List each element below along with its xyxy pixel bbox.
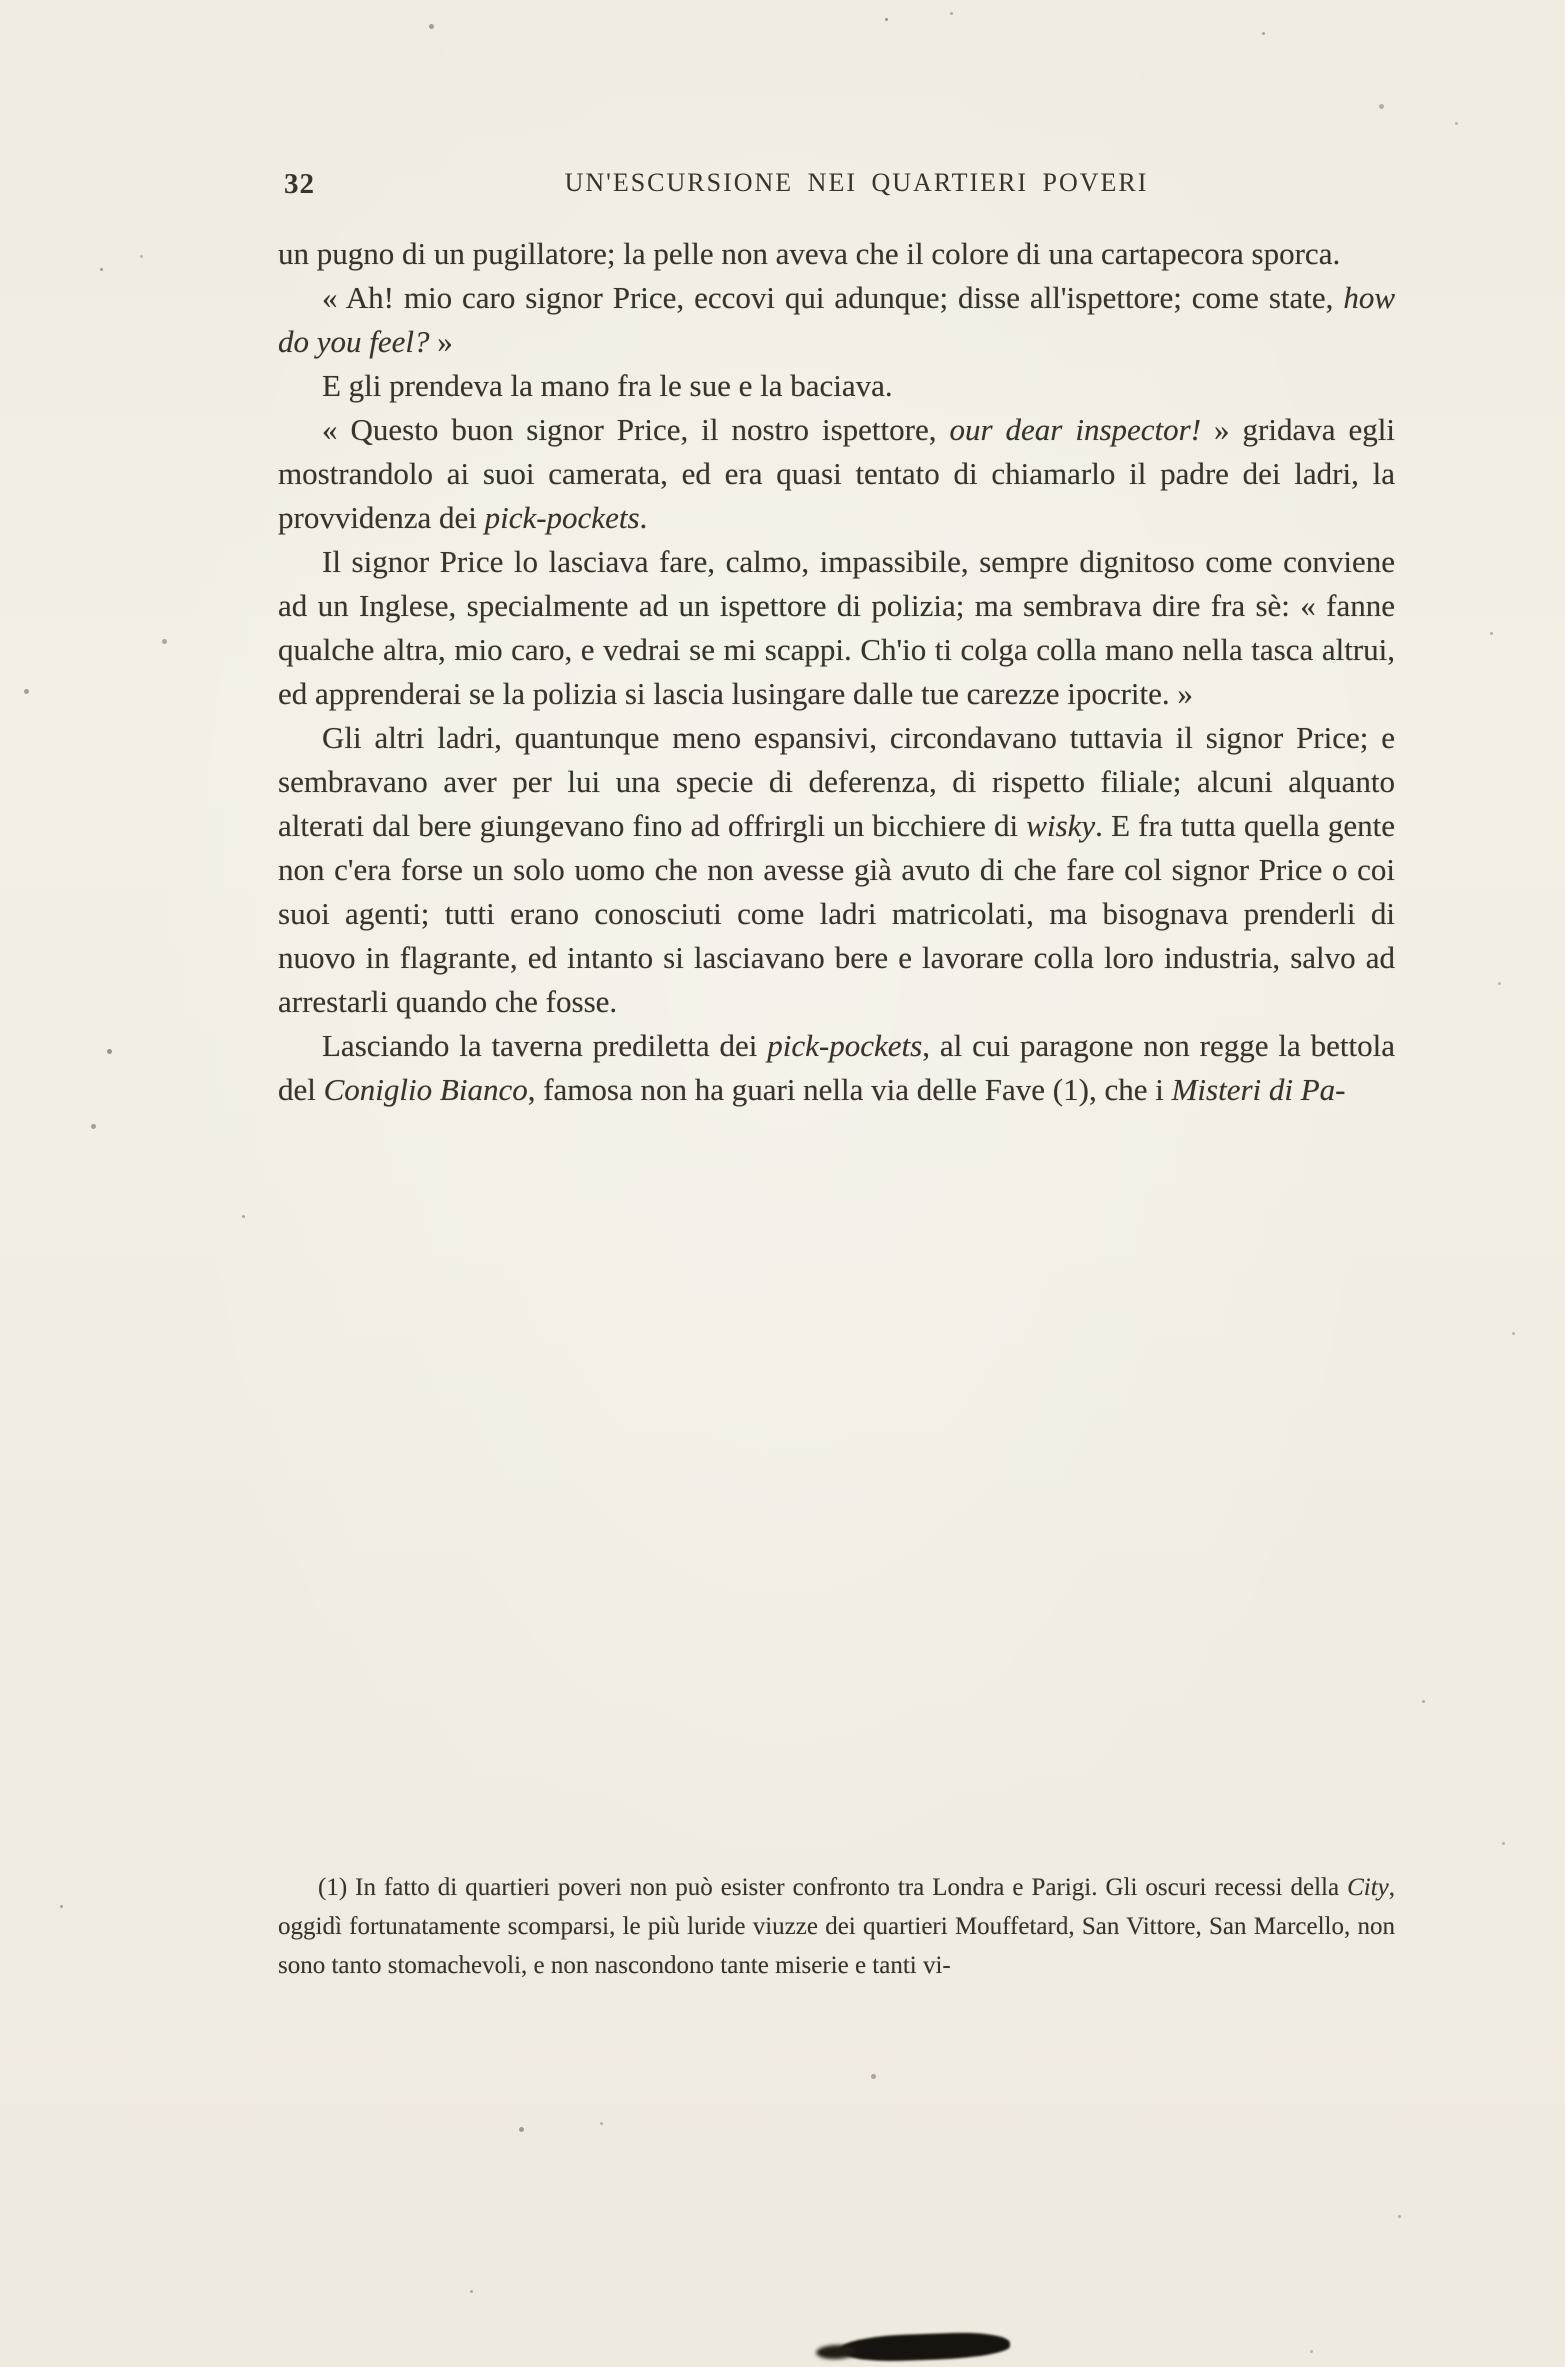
body-text [278,232,1395,1112]
text-run: . E fra tutta quella gente non c'era forse un solo uomo che non avesse già avuto di che fare col signor Price o coi suoi agenti; tutti erano conosciuti come ladri matricolati, ma bisognava prenderli di nuovo in flagrante, ed intanto si lasciavano bere e lavorare colla loro industria, salvo ad arrestarli quando che fosse. [278,808,1395,1019]
italic-text: pick-pockets [484,500,640,535]
text-run: un pugno di un pugillatore; la pelle non aveva che il colore di una cartapecora sporca. [278,236,1341,271]
italic-text: pick-pockets [767,1028,923,1063]
italic-text: Coniglio Bianco [323,1072,528,1107]
text-run: Lasciando la taverna prediletta dei [322,1028,768,1063]
italic-text: our dear inspector! [949,412,1202,447]
italic-text: Misteri di Pa- [1171,1072,1346,1107]
text-run: Gli altri ladri, quantunque meno espansivi, circondavano tuttavia il signor Price; e sembravano aver per lui una specie di deferenza, di rispetto filiale; alcuni alquanto alterati dal bere giungevano fino ad offrirgli un bicchiere di [278,720,1395,843]
page-header [278,168,1395,208]
text-run: « Ah! mio caro signor Price, eccovi qui adunque; disse all'ispettore; come state, [322,280,1344,315]
text-run: , oggidì fortunatamente scomparsi, le più luride viuzze dei quartieri Mouffetard, San Vittore, San Marcello, non sono tanto stomachevoli, e non nascondono tante miserie e tanti vi- [278,1874,1395,1979]
running-header: UN'ESCURSIONE NEI QUARTIERI POVERI [564,168,1149,197]
page-specks [0,0,3,3]
text-run: (1) In fatto di quartieri poveri non può esister confronto tra Londra e Parigi. Gli oscuri recessi della [318,1874,1348,1901]
paragraph [278,716,1395,1024]
footnote [278,1868,1395,1985]
text-run: . [639,500,648,535]
text-run: Il signor Price lo lasciava fare, calmo, impassibile, sempre dignitoso come conviene ad un Inglese, specialmente ad un ispettore di polizia; ma sembrava dire fra sè: « fanne qualche altra, mio caro, e vedrai se mi scappi. Ch'io ti colga colla mano nella tasca altrui, ed apprenderai se la polizia si lascia lusingare dalle tue carezze ipocrite. » [278,544,1395,711]
paragraph [278,540,1395,716]
paragraph [278,1024,1395,1112]
text-run: , famosa non ha guari nella via delle Fave (1), che i [527,1072,1172,1107]
text-run: « Questo buon signor Price, il nostro ispettore, [322,412,950,447]
italic-text: how do you feel? [278,280,1395,359]
text-run: » gridava egli mostrandolo ai suoi camerata, ed era quasi tentato di chiamarlo il padre dei ladri, la provvidenza dei [278,412,1395,535]
paragraph [278,408,1395,540]
italic-text: City [1347,1874,1389,1901]
text-run: E gli prendeva la mano fra le sue e la baciava. [322,368,893,403]
paragraph [278,364,1395,408]
paragraph [278,232,1395,276]
text-run: , al cui paragone non regge la bettola del [278,1028,1395,1107]
paragraph [278,1868,1395,1985]
text-run: » [429,324,453,359]
page-number: 32 [284,168,315,200]
italic-text: wisky [1026,808,1096,843]
ink-smudge [838,2331,1011,2363]
paragraph [278,276,1395,364]
